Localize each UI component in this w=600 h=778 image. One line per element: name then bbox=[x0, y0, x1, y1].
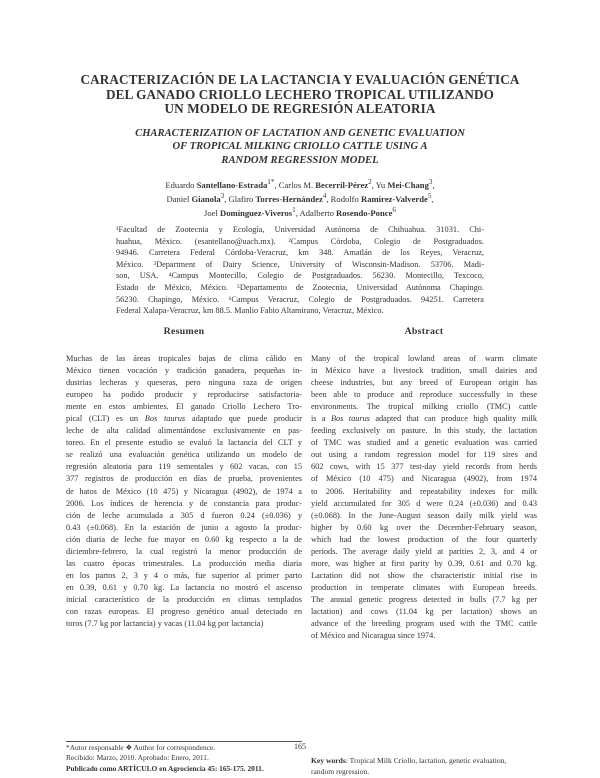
text-line: Federal Xalapa-Veracruz, km 88.5. Manlio Fabio Altamirano, Veracruz, México. bbox=[116, 306, 384, 316]
author-affil-mark: 5 bbox=[427, 191, 432, 200]
keywords-label: Key words bbox=[311, 756, 346, 765]
author-surname: Ramírez-Valverde bbox=[361, 193, 428, 204]
resumen-heading: Resumen bbox=[163, 326, 205, 337]
title-english-line: CHARACTERIZATION OF LACTATION AND GENETIC EVALUATION bbox=[135, 128, 465, 139]
text-line: mente en estos ambientes. El ganado Criollo Lechero Tro- bbox=[66, 402, 302, 412]
text-line: en los partos 2, 3 y 4 o más, fue superior al primer parto bbox=[66, 570, 302, 580]
text-line: Lactation did not show the characteristic initial rise in bbox=[311, 570, 537, 580]
text-line: out using a random regression model for 119 sires and bbox=[311, 450, 537, 460]
title-spanish bbox=[60, 73, 540, 117]
text-line: inicial característico de la producción en climas templados bbox=[66, 594, 302, 604]
title-spanish-line: UN MODELO DE REGRESIÓN ALEATORIA bbox=[164, 101, 436, 117]
title-spanish-line: DEL GANADO CRIOLLO LECHERO TROPICAL UTILIZANDO bbox=[106, 86, 494, 102]
text-line: se realizó una evaluación genética utilizando un modelo de bbox=[66, 450, 302, 460]
text-line: diciembre-febrero, la cual registró la menor producción de bbox=[66, 546, 302, 556]
author-affil-mark: 3 bbox=[220, 191, 225, 200]
text-line: son, USA. ⁴Campus Montecillo, Colegio de Postgraduados. 56230. Montecillo, Texcoco, bbox=[116, 271, 484, 281]
text-line: in México have a livestock tradition, small dairies and bbox=[311, 366, 537, 376]
text-line: leche de alta calidad alimentándose exclusivamente en pas- bbox=[66, 426, 302, 436]
author-surname: Torres-Hernández bbox=[255, 193, 323, 204]
title-english-line: RANDOM REGRESSION MODEL bbox=[221, 154, 379, 166]
text-line: México tienen vocación y tradición ganadera, pequeñas in- bbox=[66, 366, 302, 376]
text-line: is a Bos taurus adapted that can produce high quality milk bbox=[311, 414, 537, 424]
text-line: of México and Nicaragua since 1974. bbox=[311, 631, 436, 641]
text-line: regresión aleatoria para 119 sementales y 602 vacas, con 15 bbox=[66, 462, 302, 472]
author-affil-mark: 1* bbox=[267, 178, 275, 186]
author-surname: Becerril-Pérez bbox=[315, 179, 369, 190]
abstract-heading: Abstract bbox=[404, 326, 444, 337]
author-line bbox=[70, 177, 530, 191]
author-given: , Glafiro bbox=[224, 193, 256, 204]
text-line: 2006. Los índices de herencia y de constancia para produc- bbox=[66, 498, 302, 508]
resumen-body bbox=[66, 353, 302, 630]
title-spanish-line: CARACTERIZACIÓN DE LA LACTANCIA Y EVALUACIÓN GENÉTICA bbox=[80, 72, 520, 87]
text-line: advance of the breeding program used with the TMC cattle bbox=[311, 619, 537, 629]
text-line: production in temperate climates with European breeds. bbox=[311, 582, 537, 592]
page-number: 165 bbox=[294, 742, 306, 751]
text-line: ción de leche acumulada a 305 d fueron 0.24 (±0.036) y bbox=[66, 510, 302, 520]
author-surname: Mei-Chang bbox=[387, 179, 429, 190]
author-given: , Rodolfo bbox=[326, 193, 361, 204]
text-line: las cuatro épocas trimestrales. La producción media diaria bbox=[66, 558, 302, 568]
text-line: feeding exclusively on pasture. In this study, the lactation bbox=[311, 426, 537, 436]
text-line: cheese industries, but any breed of European origin has bbox=[311, 378, 537, 388]
title-english bbox=[90, 127, 510, 167]
author-given: Eduardo bbox=[165, 179, 197, 190]
text-line: ¹Facultad de Zootecnia y Ecología, Universidad Autónoma de Chihuahua. 31031. Chi- bbox=[116, 225, 484, 234]
text-line: 377 registros de producción en días de prueba, provenientes bbox=[66, 474, 302, 484]
text-line: huahua, México. (esantellano@uach.mx). ²Campus Córdoba, Colegio de Postgraduados. bbox=[116, 236, 484, 246]
author-affil-mark: 1 bbox=[292, 205, 296, 214]
text-line: Estado de México, México. ⁵Departamento de Zootecnia, Universidad Autónoma Chapingo. bbox=[116, 282, 484, 292]
author-line bbox=[70, 205, 530, 219]
author-given: Daniel bbox=[166, 193, 192, 204]
footnote-corresponding: *Autor responsable ❖ Author for correspondence. bbox=[66, 743, 216, 752]
text-line: which had the lowest production of the four quarterly bbox=[311, 534, 537, 544]
author-affil-mark: 2 bbox=[368, 178, 372, 186]
text-line: of México (10 475) and Nicaragua (4902), from 1974 bbox=[311, 474, 537, 484]
text-line: to 2006. Heritability and repeatability indexes for milk bbox=[311, 486, 537, 496]
text-line: México. ³Department of Dairy Science, University of Wisconsin-Madison. 53706. Madi- bbox=[116, 259, 484, 269]
author-given: Joel bbox=[204, 207, 221, 218]
text-line: 0.43 (±0.068). En la estación de junio a agosto la produc- bbox=[66, 522, 302, 532]
text-line: Muchas de las áreas tropicales bajas de clima cálido en bbox=[66, 354, 302, 363]
text-line: yield accumulated for 305 d were 0.24 (±0.036) and 0.43 bbox=[311, 498, 537, 508]
keywords-text-cont: random regression. bbox=[311, 767, 370, 777]
keywords-text: : Tropical Milk Criollo, lactation, genetic evaluation, bbox=[345, 756, 507, 765]
author-affil-mark: 3 bbox=[428, 178, 433, 186]
author-surname: Rosendo-Ponce bbox=[336, 207, 393, 218]
author-list bbox=[70, 177, 530, 219]
author-affil-mark: 4 bbox=[322, 191, 327, 200]
text-line: 602 cows, with 15 377 test-day yield records from herds bbox=[311, 462, 537, 472]
author-given: , Carlos M. bbox=[274, 179, 316, 190]
footnotes bbox=[66, 743, 302, 774]
footnote-published: Publicado como ARTÍCULO en Agrociencia 45: 165-175. 2011. bbox=[66, 763, 264, 773]
text-line: dustrias lecheras y queseras, pero ninguna raza de origen bbox=[66, 378, 302, 388]
text-line: 94946. Carretera Federal Córdoba-Veracruz, km 348. Amatlán de los Reyes, Veracruz, bbox=[116, 248, 484, 258]
text-line: toreo. En el presente estudio se evaluó la lactancia del CLT y bbox=[66, 438, 302, 448]
author-surname: Santellano-Estrada bbox=[196, 179, 268, 190]
text-line: toros (7.7 kg por lactancia) y vacas (11.04 kg por lactancia) bbox=[66, 619, 264, 629]
footnote-rule bbox=[66, 741, 302, 742]
text-line: been able to produce and reproduce successfully in these bbox=[311, 390, 537, 400]
text-line: pical (CLT) es un Bos taurus adaptado que puede producir bbox=[66, 414, 302, 424]
author-given: , Yu bbox=[371, 179, 388, 190]
author-line bbox=[70, 191, 530, 205]
text-line: more, was higher at first parity by 0.39, 0.61 and 0.70 kg. bbox=[311, 558, 537, 568]
author-surname: Gianola bbox=[191, 193, 221, 204]
text-line: higher by 0.60 kg over the December-February season, bbox=[311, 522, 537, 532]
abstract-body bbox=[311, 353, 537, 642]
text-line: ción diaria de leche fue mayor en 0.60 kg respecto a la de bbox=[66, 534, 302, 544]
author-separator: , bbox=[432, 179, 435, 190]
text-line: periods. The average daily yield at parities 2, 3, and 4 or bbox=[311, 546, 537, 556]
text-line: de hatos de México (10 475) y Nicaragua (4902), de 1974 a bbox=[66, 486, 302, 496]
text-line: europeo ha podido producir y reproducirse satisfactoria- bbox=[66, 390, 302, 400]
text-line: of TMC was studied and a genetic evaluation was carried bbox=[311, 438, 537, 448]
author-affil-mark: 6 bbox=[392, 205, 396, 214]
text-line: (±0.068). In the June-August season daily milk yield was bbox=[311, 510, 537, 520]
text-line: con razas europeas. El progreso genético anual detectado en bbox=[66, 606, 302, 616]
keywords bbox=[311, 755, 537, 778]
author-given: , Adalberto bbox=[295, 207, 337, 218]
text-line: 56230. Chapingo, México. ⁶Campus Veracruz, Colegio de Postgraduados. 94251. Carretera bbox=[116, 294, 484, 304]
text-line: en 0.39, 0.61 y 0.70 kg. La lactancia no mostró el ascenso bbox=[66, 582, 302, 592]
author-separator: , bbox=[431, 193, 434, 204]
text-line: The annual genetic progress detected in bulls (7.7 kg per bbox=[311, 594, 537, 604]
author-surname: Domínguez-Viveros bbox=[220, 207, 293, 218]
text-line: Many of the tropical lowland areas of warm climate bbox=[311, 354, 537, 363]
title-english-line: OF TROPICAL MILKING CRIOLLO CATTLE USING A bbox=[172, 141, 428, 153]
text-line: lactation) and cows (11.04 kg per lactation) shows an bbox=[311, 606, 537, 616]
text-line: environments. The tropical milking criollo (TMC) cattle bbox=[311, 402, 537, 412]
footnote-dates: Recibido: Marzo, 2010. Aprobado: Enero, 2011. bbox=[66, 753, 209, 763]
affiliations bbox=[116, 224, 484, 317]
